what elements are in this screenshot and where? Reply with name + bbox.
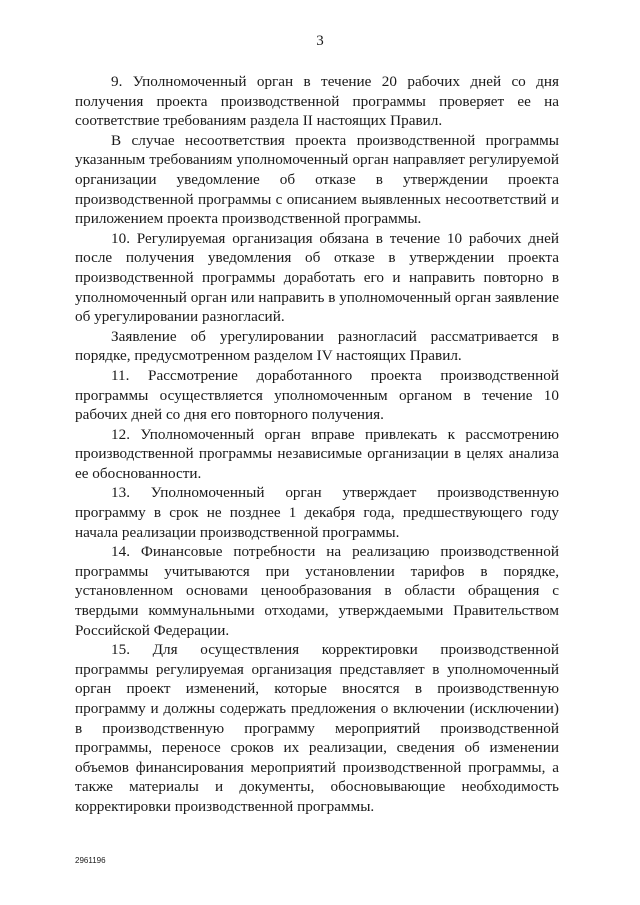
page-number: 3 — [316, 33, 324, 49]
document-body — [75, 72, 559, 817]
document-code: 2961196 — [75, 856, 106, 865]
paragraph-10: 10. Регулируемая организация обязана в течение 10 рабочих дней после получения уведомления об отказе в утверждении проекта производственной программы доработать его и направить повторно в уполномоченный орган или направить в уполномоченный орган заявление об урегулировании разногласий. — [75, 229, 559, 326]
paragraph-13: 13. Уполномоченный орган утверждает производственную программу в срок не позднее 1 декабря года, предшествующего году начала реализации производственной программы. — [75, 484, 559, 541]
paragraph-9: 9. Уполномоченный орган в течение 20 рабочих дней со дня получения проекта производственной программы проверяет ее на соответствие требованиям раздела II настоящих Правил. — [75, 73, 559, 130]
paragraph-12: 12. Уполномоченный орган вправе привлекать к рассмотрению производственной программы независимые организации в целях анализа ее обоснованности. — [75, 425, 559, 482]
paragraph-14: 14. Финансовые потребности на реализацию производственной программы учитываются при установлении тарифов в порядке, установленном основами ценообразования в области обращения с твердыми коммунальными отходами, утверждаемыми Правительством Российской Федерации. — [75, 543, 559, 639]
paragraph-9-continuation: В случае несоответствия проекта производственной программы указанным требованиям уполномоченный орган направляет регулируемой организации уведомление об отказе в утверждении проекта производственной программы с описанием выявленных несоответствий и приложением проекта производственной программы. — [75, 131, 559, 228]
paragraph-15: 15. Для осуществления корректировки производственной программы регулируемая организация представляет в уполномоченный орган проект изменений, которые вносятся в производственную программу и должны содержать предложения о включении (исключении) в производственную программу мероприятий производственной программы, переносе сроков их реализации, сведения об изменении объемов финансирования мероприятий производственной программы, а также материалы и документы, обосновывающие необходимость корректировки производственной программы. — [75, 641, 559, 815]
paragraph-10-continuation: Заявление об урегулировании разногласий рассматривается в порядке, предусмотренном разделом IV настоящих Правил. — [75, 327, 559, 365]
paragraph-11: 11. Рассмотрение доработанного проекта производственной программы осуществляется уполномоченным органом в течение 10 рабочих дней со дня его повторного получения. — [75, 366, 559, 424]
